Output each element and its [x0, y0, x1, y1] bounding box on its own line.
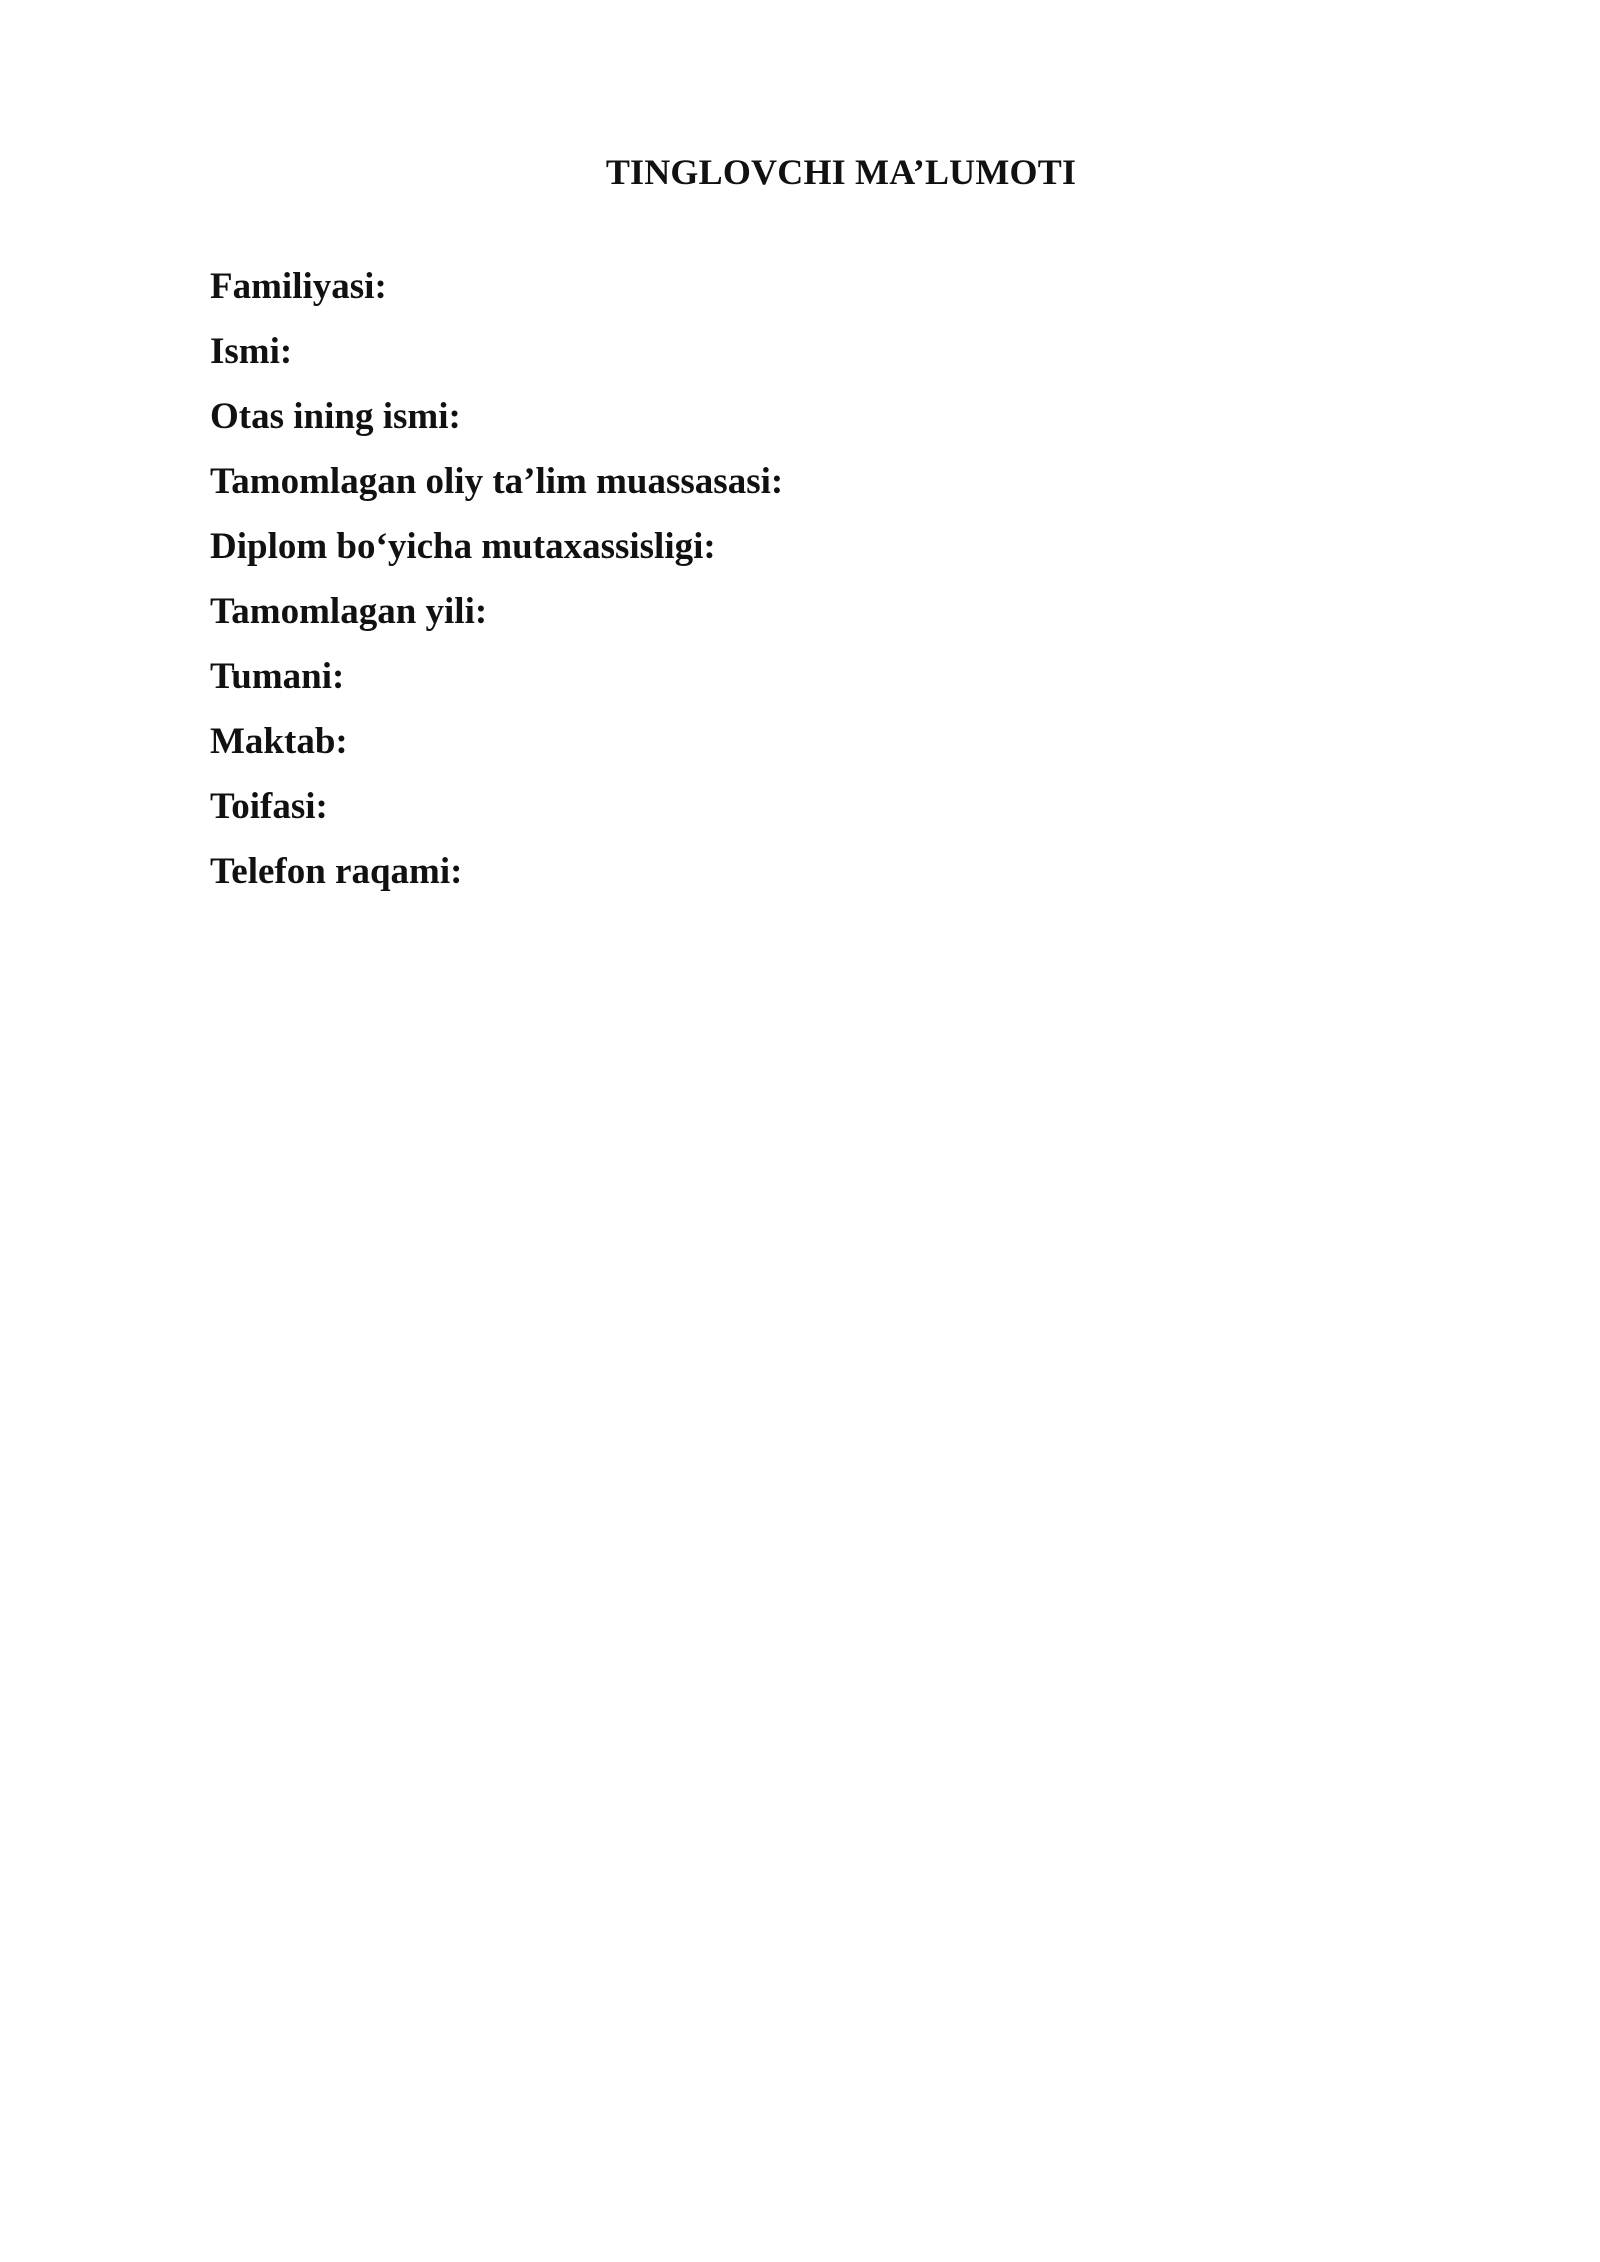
field-tumani: Tumani:: [210, 656, 345, 697]
field-oliy-talim-muassasasi: Tamomlagan oliy ta’lim muassasasi:: [210, 461, 784, 502]
field-maktab: Maktab:: [210, 721, 348, 762]
field-otasining-ismi: Otas ining ismi:: [210, 396, 461, 437]
field-list: [210, 254, 783, 904]
field-toifasi: Toifasi:: [210, 786, 328, 827]
field-telefon-raqami: Telefon raqami:: [210, 851, 463, 892]
field-ismi: Ismi:: [210, 331, 293, 372]
field-diplom-mutaxassisligi: Diplom bo‘yicha mutaxassisligi:: [210, 526, 716, 567]
field-familiyasi: Familiyasi:: [210, 266, 387, 307]
page-title: TINGLOVCHI MA’LUMOTI: [605, 152, 1077, 192]
field-tamomlagan-yili: Tamomlagan yili:: [210, 591, 488, 632]
